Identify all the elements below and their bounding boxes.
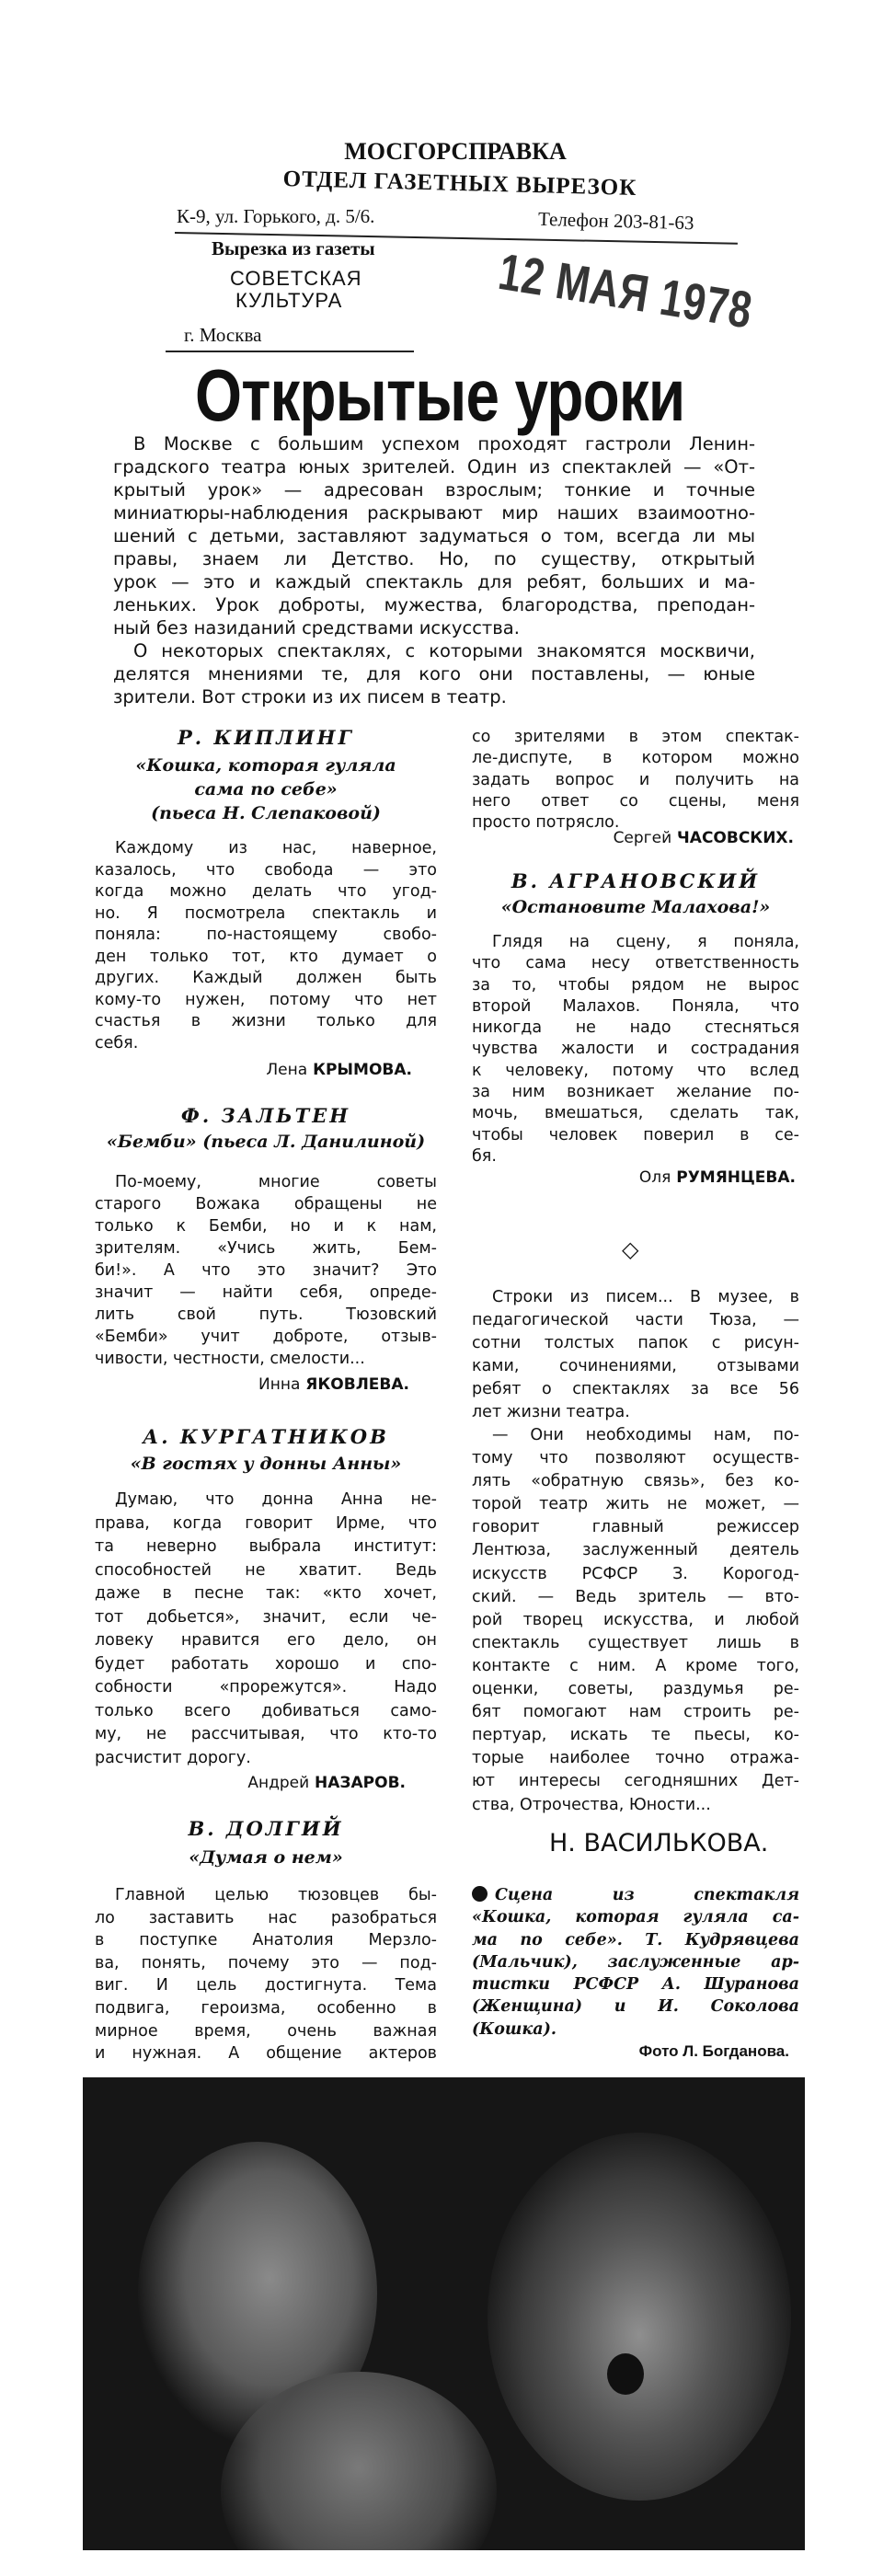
- text-line: (пьеса Н. Слепаковой): [151, 803, 381, 823]
- review-text: [472, 932, 799, 1167]
- text-line: «Бемби» (пьеса Л. Данилиной): [106, 1132, 426, 1152]
- signature-first-name: Инна: [258, 1375, 301, 1394]
- review-text: [95, 1884, 437, 2065]
- text-line: искусств РСФСР З. Корогод-: [472, 1564, 799, 1583]
- text-line: би!». А что это значит? Это: [95, 1261, 437, 1280]
- caption-line: (Женщина) и И. Соколова: [472, 1997, 799, 2017]
- text-line: тому что позволяют осуществ-: [472, 1449, 799, 1468]
- text-line: способностей не хватит. Ведь: [95, 1560, 437, 1580]
- text-line: урок — это и каждый спектакль для ребят, больших и ма-: [113, 571, 755, 592]
- signature-first-name: Сергей: [613, 829, 672, 847]
- text-line: и нужная. А общение актеров: [95, 2044, 437, 2064]
- clip-label: Вырезка из газеты: [212, 237, 375, 259]
- text-line: чивости, честности, смелости...: [95, 1350, 365, 1368]
- text-line: ребят о спектаклях за все 56: [472, 1380, 799, 1399]
- text-line: правы, знаем ли Детство. Но, по существу, открытый: [113, 548, 755, 569]
- agency-name: МОСГОРСПРАВКА: [344, 138, 567, 165]
- text-line: задать вопрос и получить на: [472, 770, 799, 789]
- text-line: казалось, что свобода — это: [95, 860, 437, 880]
- text-line: «Кошка, которая гуляла: [135, 755, 396, 776]
- text-line: крытый урок» — адресован взрослым; тонкие и точные: [113, 479, 755, 500]
- text-line: виг. И цель достигнута. Тема: [95, 1976, 437, 1995]
- text-line: за то, чтобы рядом не вырос: [472, 975, 799, 995]
- photo-cat-mouth: [607, 2353, 644, 2395]
- text-line: других. Каждый должен быть: [95, 969, 437, 987]
- city-rule: [166, 351, 414, 352]
- review-text: [95, 1489, 437, 1770]
- text-line: Глядя на сцену, я поняла,: [492, 933, 799, 951]
- text-line: никогда не надо стесняться: [472, 1018, 799, 1038]
- text-line: миниатюры-наблюдения раскрывают мир наших взаимоотно-: [113, 502, 755, 523]
- text-line: Каждому из нас, наверное,: [115, 839, 437, 857]
- text-line: Думаю, что донна Анна не-: [115, 1490, 437, 1509]
- agency-address: К-9, ул. Горького, д. 5/6.: [177, 205, 375, 227]
- continued-text: [472, 727, 799, 834]
- text-line: По-моему, многие советы: [115, 1173, 437, 1191]
- text-line: старого Вожака обращены не: [95, 1195, 437, 1213]
- text-line: расчистит дорогу.: [95, 1748, 251, 1767]
- review-play: [95, 1452, 437, 1476]
- review-author: А. КУРГАТНИКОВ: [143, 1425, 389, 1448]
- text-line: поняла: по-настоящему свобо-: [95, 926, 437, 944]
- bullet-icon: [472, 1886, 488, 1902]
- text-line: оценки, советы, раздумья ре-: [472, 1680, 799, 1699]
- text-line: ло заставить нас разобраться: [95, 1908, 437, 1927]
- text-line: рой творец искусства, и любой: [472, 1610, 799, 1629]
- text-line: собности «прорежутся». Надо: [95, 1678, 437, 1696]
- text-line: мочь, вмешаться, сделать так,: [472, 1104, 799, 1123]
- text-line: к человеку, потому что вслед: [472, 1061, 799, 1080]
- text-line: что сама несу ответственность: [472, 954, 799, 973]
- text-line: делятся мнениями те, для кого они поставлены, — юные: [113, 663, 755, 684]
- text-line: «Бемби» учит доброте, отзыв-: [95, 1328, 437, 1346]
- text-line: тот добьется», значит, если че-: [95, 1607, 437, 1627]
- review-text: [95, 1171, 437, 1370]
- text-line: когда можно делать что угод-: [95, 882, 437, 901]
- text-line: зрители. Вот строки из их писем в театр.: [113, 686, 507, 707]
- text-line: О некоторых спектаклях, с которыми знакомятся москвичи,: [133, 640, 755, 661]
- review-play: [95, 1846, 437, 1869]
- review-author: Р. КИПЛИНГ: [178, 726, 354, 749]
- text-line: мирное время, очень важная: [95, 2021, 437, 2041]
- text-line: торой театр жить не может, —: [472, 1495, 799, 1514]
- continued-signature: [472, 829, 794, 847]
- text-line: сама по себе»: [194, 779, 338, 799]
- text-line: счастья в жизни только для: [95, 1012, 437, 1030]
- caption-line: тистки РСФСР А. Шуранова: [472, 1975, 799, 1995]
- text-line: лять «обратную связь», без ко-: [472, 1472, 799, 1491]
- text-line: спектакль существует лишь в: [472, 1633, 799, 1652]
- text-line: «Остановите Малахова!»: [500, 897, 771, 917]
- text-line: ский. — Ведь зритель — вто-: [472, 1587, 799, 1606]
- text-line: педагогической части Тюза, —: [472, 1311, 799, 1330]
- text-line: та неверно выбрала институт:: [95, 1537, 437, 1556]
- department-name: ОТДЕЛ ГАЗЕТНЫХ ВЫРЕЗОК: [282, 166, 637, 201]
- text-line: ле-диспуте, в котором можно: [472, 749, 799, 768]
- text-line: даже в песне так: «кто хочет,: [95, 1584, 437, 1603]
- text-line: — Они необходимы нам, по-: [492, 1426, 799, 1444]
- text-line: ства, Отрочества, Юности...: [472, 1795, 711, 1814]
- signature-last-name: ЧАСОВСКИХ.: [677, 829, 794, 847]
- signature-first-name: Лена: [266, 1061, 308, 1079]
- text-line: чувства жалости и сострадания: [472, 1040, 799, 1059]
- newspaper-city: г. Москва: [184, 324, 262, 346]
- scene-photo: [83, 2077, 805, 2550]
- newspaper-name-line2: КУЛЬТУРА: [235, 289, 343, 312]
- text-line: Строки из писем... В музее, в: [492, 1288, 799, 1306]
- signature-first-name: Андрей: [247, 1774, 310, 1792]
- text-line: в поступке Анатолия Мерзло-: [95, 1931, 437, 1950]
- photo-caption: [472, 1884, 799, 2041]
- review-signature: [95, 1375, 409, 1394]
- text-line: торые наиболее точно отража-: [472, 1749, 799, 1768]
- article-title: Открытые уроки: [195, 354, 685, 436]
- text-line: только всего добиваться само-: [95, 1701, 437, 1720]
- text-line: только к Бемби, но и к нам,: [95, 1217, 437, 1236]
- closing-paragraph-1: [472, 1286, 799, 1425]
- text-line: бя.: [472, 1146, 497, 1166]
- review-signature: [95, 1774, 406, 1792]
- text-line: лить свой путь. Тюзовский: [95, 1305, 437, 1324]
- signature-last-name: РУМЯНЦЕВА.: [676, 1168, 796, 1187]
- text-line: ют интересы сегодняшних Дет-: [472, 1772, 799, 1791]
- intro-paragraph-2: [113, 639, 755, 708]
- text-line: Лентюза, заслуженный деятель: [472, 1541, 799, 1560]
- text-line: му, не рассчитывая, что кто-то: [95, 1725, 437, 1743]
- review-play: [95, 1130, 437, 1154]
- signature-last-name: ЯКОВЛЕВА.: [305, 1375, 409, 1394]
- photo-credit: Фото Л. Богданова.: [638, 2042, 789, 2060]
- text-line: подвига, героизма, особенно в: [95, 1998, 437, 2018]
- review-author: Ф. ЗАЛЬТЕН: [180, 1104, 351, 1127]
- text-line: градского театра юных зрителей. Один из спектаклей — «От-: [113, 456, 755, 477]
- text-line: «В гостях у донны Анны»: [130, 1454, 402, 1474]
- text-line: чтобы человек поверил в се-: [472, 1125, 799, 1144]
- signature-last-name: НАЗАРОВ.: [315, 1774, 406, 1792]
- text-line: «Думая о нем»: [189, 1847, 343, 1868]
- text-line: ный без назиданий средствами искусства.: [113, 617, 520, 638]
- text-line: ками, сочинениями, отзывами: [472, 1357, 799, 1376]
- text-line: лет жизни театра.: [472, 1403, 630, 1422]
- caption-line: Сцена из спектакля: [472, 1884, 799, 1906]
- intro-paragraph-1: [113, 432, 755, 639]
- text-line: ден только тот, кто думает о: [95, 947, 437, 966]
- text-line: за ним возникает желание по-: [472, 1083, 799, 1102]
- text-line: будет работать хорошо и спо-: [95, 1654, 437, 1673]
- agency-phone: Телефон 203-81-63: [537, 207, 694, 235]
- caption-line: «Кошка, которая гуляла са-: [472, 1908, 799, 1927]
- photo-figure-cat: [488, 2133, 791, 2501]
- text-line: говорит главный режиссер: [472, 1518, 799, 1537]
- review-signature: [472, 1168, 796, 1187]
- review-signature: [95, 1061, 412, 1079]
- newspaper-name-line1: СОВЕТСКАЯ: [230, 267, 362, 290]
- review-author: В. ДОЛГИЙ: [188, 1817, 344, 1840]
- text-line: но. Я посмотрела спектакль и: [95, 903, 437, 923]
- text-line: него ответ со сцены, меня: [472, 791, 799, 811]
- review-play: [95, 753, 437, 825]
- text-line: пертуар, искать те пьесы, ко-: [472, 1726, 799, 1745]
- text-line: второй Малахов. Поняла, что: [472, 996, 799, 1016]
- section-separator-icon: ◇: [622, 1236, 639, 1262]
- text-line: значит — найти себя, опреде-: [95, 1283, 437, 1302]
- text-line: кому-то нужен, потому что нет: [95, 990, 437, 1009]
- caption-line: (Кошка).: [472, 2019, 557, 2039]
- text-line: со зрителями в этом спектак-: [472, 728, 799, 746]
- date-stamp: 12 МАЯ 1978: [494, 241, 757, 339]
- review-play: [472, 895, 799, 919]
- text-line: шений с детьми, заставляют задуматься о том, всегда ли мы: [113, 525, 755, 546]
- text-line: ловеку нравится его дело, он: [95, 1631, 437, 1650]
- text-line: права, когда говорит Ирме, что: [95, 1513, 437, 1533]
- text-line: Главной целью тюзовцев бы-: [115, 1886, 437, 1904]
- text-line: ва, понять, почему это — под-: [95, 1953, 437, 1972]
- signature-last-name: КРЫМОВА.: [313, 1061, 412, 1079]
- text-line: просто потрясло.: [472, 813, 620, 833]
- signature-first-name: Оля: [638, 1168, 671, 1187]
- text-line: леньких. Урок доброты, мужества, благородства, преподан-: [113, 594, 755, 615]
- text-line: бят помогают нам строить ре-: [472, 1703, 799, 1722]
- text-line: В Москве с большим успехом проходят гастроли Ленин-: [133, 433, 755, 454]
- caption-line: ма по себе». Т. Кудрявцева: [472, 1930, 799, 1949]
- text-line: сотни толстых папок с рисун-: [472, 1334, 799, 1353]
- text-line: себя.: [95, 1033, 139, 1052]
- caption-line: (Мальчик), заслуженные ар-: [472, 1952, 799, 1972]
- text-line: контакте с ним. А кроме того,: [472, 1656, 799, 1675]
- closing-paragraph-2: [472, 1424, 799, 1817]
- text-line: зрителям. «Учись жить, Бем-: [95, 1239, 437, 1258]
- review-text: [95, 838, 437, 1054]
- article-byline: Н. ВАСИЛЬКОВА.: [549, 1829, 769, 1857]
- review-author: В. АГРАНОВСКИЙ: [511, 869, 761, 892]
